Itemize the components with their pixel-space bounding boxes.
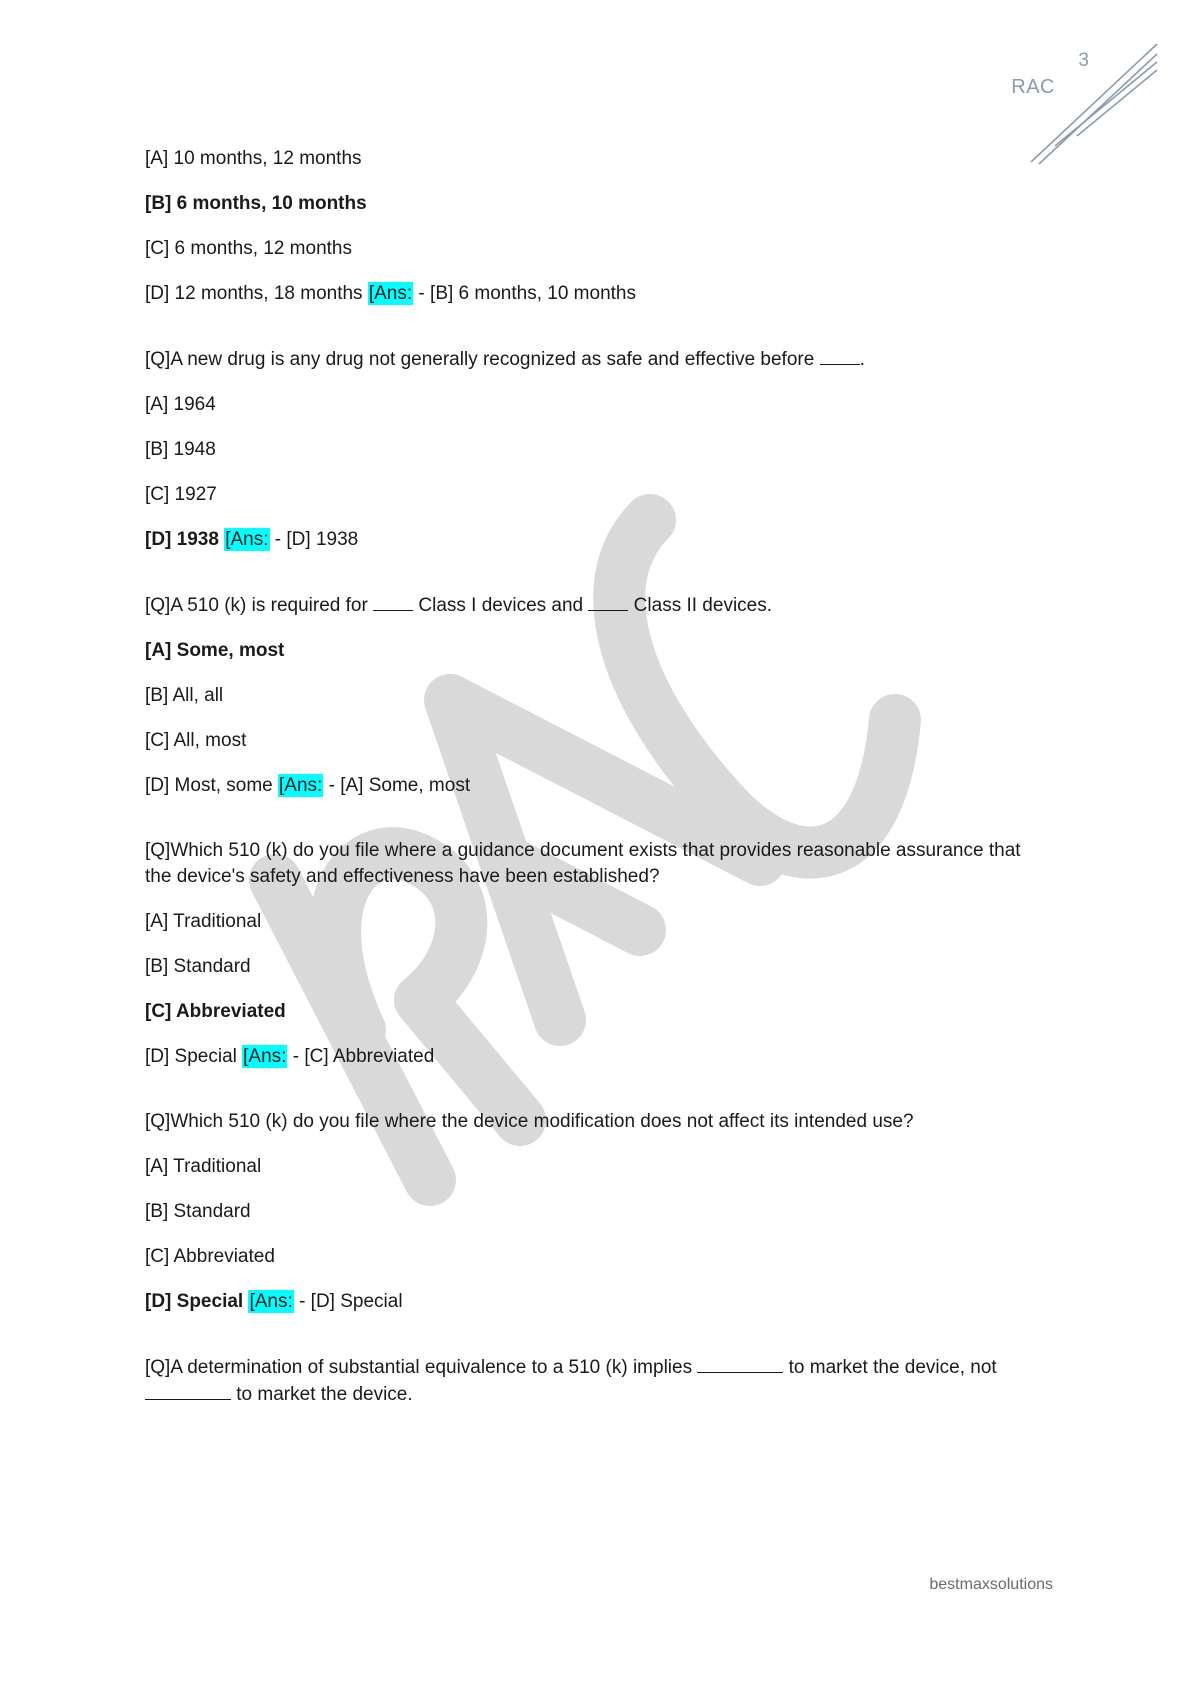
answer-label: [Ans: xyxy=(249,1291,293,1312)
question-part: [Q]A 510 (k) is required for xyxy=(145,595,374,616)
answer-text: - [C] Abbreviated xyxy=(287,1046,435,1067)
header-title: RAC xyxy=(1011,76,1055,98)
option-b: [B] Standard xyxy=(145,956,251,977)
answer-blank xyxy=(697,1354,783,1373)
option-d-text: [D] Special xyxy=(145,1291,244,1312)
question-block xyxy=(145,146,1045,307)
question-part: Class I devices and xyxy=(413,595,589,616)
option-a: [A] Traditional xyxy=(145,1156,262,1177)
option-d-text: [D] 1938 xyxy=(145,529,219,550)
option-d xyxy=(145,1044,1045,1070)
option-c: [C] Abbreviated xyxy=(145,1246,275,1267)
footer-text: bestmaxsolutions xyxy=(929,1576,1053,1593)
question-part: . xyxy=(859,349,865,370)
question-text xyxy=(145,346,1045,373)
question-part: to market the device. xyxy=(231,1384,413,1405)
option-d xyxy=(145,281,1045,307)
question-block xyxy=(145,592,1045,799)
option-d-text: [D] Most, some xyxy=(145,775,273,796)
option-b: [B] All, all xyxy=(145,685,224,706)
option-b: [B] 1948 xyxy=(145,439,216,460)
answer-blank xyxy=(373,592,413,611)
option-a: [A] Some, most xyxy=(145,640,285,661)
option-c: [C] Abbreviated xyxy=(145,1001,286,1022)
option-d xyxy=(145,773,1045,799)
option-c: [C] All, most xyxy=(145,730,247,751)
answer-blank xyxy=(588,592,628,611)
answer-text: - [B] 6 months, 10 months xyxy=(413,283,636,304)
question-block xyxy=(145,346,1045,553)
question-text xyxy=(145,592,1045,619)
answer-label: [Ans: xyxy=(368,283,413,304)
question-text xyxy=(145,1354,1025,1408)
question-block xyxy=(145,1109,1045,1315)
answer-label: [Ans: xyxy=(243,1046,287,1067)
answer-text: - [A] Some, most xyxy=(323,775,471,796)
option-c: [C] 6 months, 12 months xyxy=(145,238,352,259)
question-block xyxy=(145,1354,1045,1408)
option-c: [C] 1927 xyxy=(145,484,217,505)
option-a: [A] 1964 xyxy=(145,394,216,415)
answer-label: [Ans: xyxy=(225,529,269,550)
question-text: [Q]Which 510 (k) do you file where the device modification does not affect its intended use? xyxy=(145,1111,914,1132)
option-d xyxy=(145,527,1045,553)
question-text: [Q]Which 510 (k) do you file where a guidance document exists that provides reasonable assurance that the device's safety and effectiveness have been established? xyxy=(145,840,1021,887)
question-part: Class II devices. xyxy=(628,595,773,616)
page-number: 3 xyxy=(1078,50,1089,71)
option-b: [B] 6 months, 10 months xyxy=(145,193,367,214)
option-a: [A] 10 months, 12 months xyxy=(145,148,362,169)
question-part: [Q]A new drug is any drug not generally recognized as safe and effective before xyxy=(145,349,820,370)
question-part: [Q]A determination of substantial equivalence to a 510 (k) implies xyxy=(145,1357,698,1378)
option-d-text: [D] Special xyxy=(145,1046,237,1067)
option-d-text: [D] 12 months, 18 months xyxy=(145,283,363,304)
question-list xyxy=(145,146,1045,1447)
answer-blank xyxy=(820,346,860,365)
answer-label: [Ans: xyxy=(279,775,323,796)
answer-text: - [D] 1938 xyxy=(269,529,359,550)
question-part: to market the device, not xyxy=(783,1357,997,1378)
answer-blank xyxy=(145,1381,231,1400)
question-block xyxy=(145,838,1045,1070)
option-d xyxy=(145,1289,1045,1315)
option-b: [B] Standard xyxy=(145,1201,251,1222)
option-a: [A] Traditional xyxy=(145,911,262,932)
answer-text: - [D] Special xyxy=(293,1291,403,1312)
